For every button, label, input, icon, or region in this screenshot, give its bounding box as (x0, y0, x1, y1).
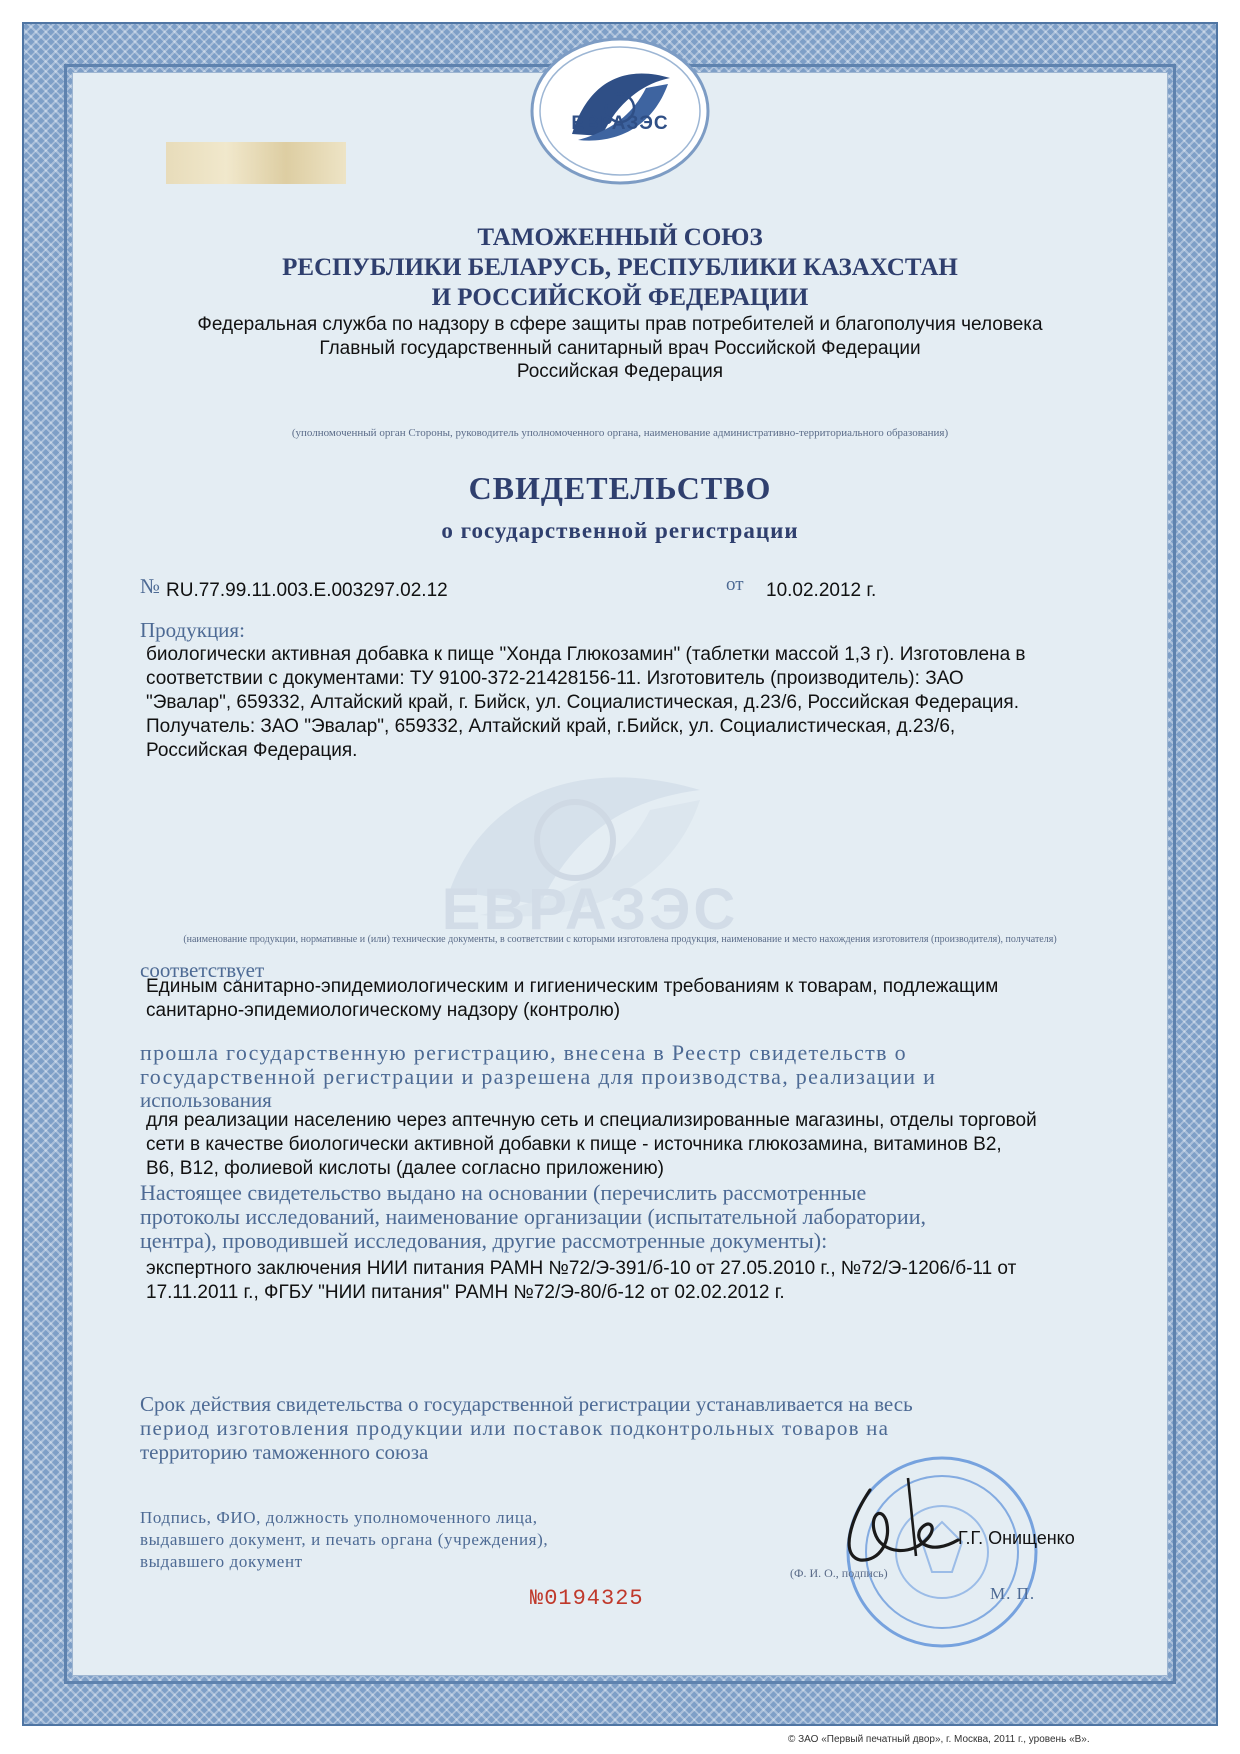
product-line: соответствии с документами: ТУ 9100-372-21428156-11. Изготовитель (производитель): ЗАО (146, 668, 964, 689)
usage-line: В6, В12, фолиевой кислоты (далее согласно приложению) (146, 1158, 664, 1179)
product-caption: (наименование продукции, нормативные и (или) технические документы, в соответствии с которыми изготовлена продукция, наименование и место нахождения изготовителя (производителя), получателя) (183, 934, 1057, 945)
document-subtitle: о государственной регистрации (441, 518, 799, 543)
authority-line2: Главный государственный санитарный врач Российской Федерации (319, 338, 921, 359)
document-title: СВИДЕТЕЛЬСТВО (468, 470, 772, 506)
registration-number: RU.77.99.11.003.E.003297.02.12 (166, 580, 448, 601)
usage-line: для реализации населению через аптечную сеть и специализированные магазины, отделы торговой (146, 1110, 1037, 1131)
signature-caption: Подпись, ФИО, должность уполномоченного лица, (140, 1508, 538, 1527)
signature-caption: выдавшего документ, и печать органа (учреждения), (140, 1530, 549, 1549)
basis-value-line: экспертного заключения НИИ питания РАМН №72/Э-391/б-10 от 27.05.2010 г., №72/Э-1206/б-11 от (146, 1258, 1017, 1279)
form-number: №0194325 (530, 1586, 644, 1611)
validity-line: период изготовления продукции или поставок подконтрольных товаров на (140, 1416, 890, 1440)
signature-caption: выдавшего документ (140, 1552, 303, 1571)
validity-line: территорию таможенного союза (140, 1440, 429, 1464)
conformity-label: соответствует (140, 958, 265, 982)
registration-date: 10.02.2012 г. (766, 580, 877, 601)
product-label: Продукция: (140, 618, 245, 642)
basis-line: центра), проводившей исследования, другие рассмотренные документы): (140, 1228, 828, 1253)
union-title-line2: РЕСПУБЛИКИ БЕЛАРУСЬ, РЕСПУБЛИКИ КАЗАХСТАН (282, 254, 958, 281)
product-line: биологически активная добавка к пище "Хонда Глюкозамин" (таблетки массой 1,3 г). Изготовлена в (146, 644, 1026, 665)
union-title-line3: И РОССИЙСКОЙ ФЕДЕРАЦИИ (431, 284, 809, 311)
basis-line: протоколы исследований, наименование организации (испытательной лаборатории, (140, 1204, 926, 1229)
evrazes-logo-icon (520, 36, 720, 186)
product-line: "Эвалар", 659332, Алтайский край, г. Бийск, ул. Социалистическая, д.23/6, Российская Федерация. (146, 692, 1019, 713)
watermark-text: ЕВРАЗЭС (441, 877, 739, 942)
number-label: № (140, 574, 161, 598)
hologram-strip (166, 142, 346, 184)
date-label: от (726, 574, 744, 595)
conformity-line: санитарно-эпидемиологическому надзору (контролю) (146, 1000, 621, 1021)
seal-place-label: М. П. (990, 1584, 1036, 1603)
authority-line3: Российская Федерация (516, 361, 724, 382)
union-title-line1: ТАМОЖЕННЫЙ СОЮЗ (477, 224, 763, 251)
basis-line: Настоящее свидетельство выдано на основании (перечислить рассмотренные (140, 1180, 867, 1205)
logo-text: ЕВРАЗЭС (571, 113, 669, 134)
authority-caption: (уполномоченный орган Стороны, руководитель уполномоченного органа, наименование административно-территориального образования) (291, 427, 949, 439)
signature-icon (820, 1460, 970, 1570)
fio-caption: (Ф. И. О., подпись) (790, 1566, 888, 1580)
basis-value-line: 17.11.2011 г., ФГБУ "НИИ питания" РАМН №72/Э-80/б-12 от 02.02.2012 г. (146, 1282, 785, 1303)
product-line: Получатель: ЗАО "Эвалар", 659332, Алтайский край, г.Бийск, ул. Социалистическая, д.23/6, (146, 716, 956, 737)
authority-line1: Федеральная служба по надзору в сфере защиты прав потребителей и благополучия человека (197, 314, 1043, 335)
validity-line: Срок действия свидетельства о государственной регистрации устанавливается на весь (140, 1392, 913, 1416)
usage-line: сети в качестве биологически активной добавки к пище - источника глюкозамина, витаминов В2, (146, 1134, 1002, 1155)
registered-line: государственной регистрации и разрешена для производства, реализации и (140, 1064, 937, 1089)
product-line: Российская Федерация. (146, 740, 358, 761)
registered-line: прошла государственную регистрацию, внесена в Реестр свидетельств о (140, 1040, 907, 1065)
conformity-line: Единым санитарно-эпидемиологическим и гигиеническим требованиям к товарам, подлежащим (146, 976, 999, 997)
signatory-name: Г.Г. Онищенко (958, 1528, 1075, 1548)
printer-imprint: © ЗАО «Первый печатный двор», г. Москва, 2011 г., уровень «В». (788, 1734, 1090, 1745)
registered-line: использования (140, 1088, 272, 1112)
